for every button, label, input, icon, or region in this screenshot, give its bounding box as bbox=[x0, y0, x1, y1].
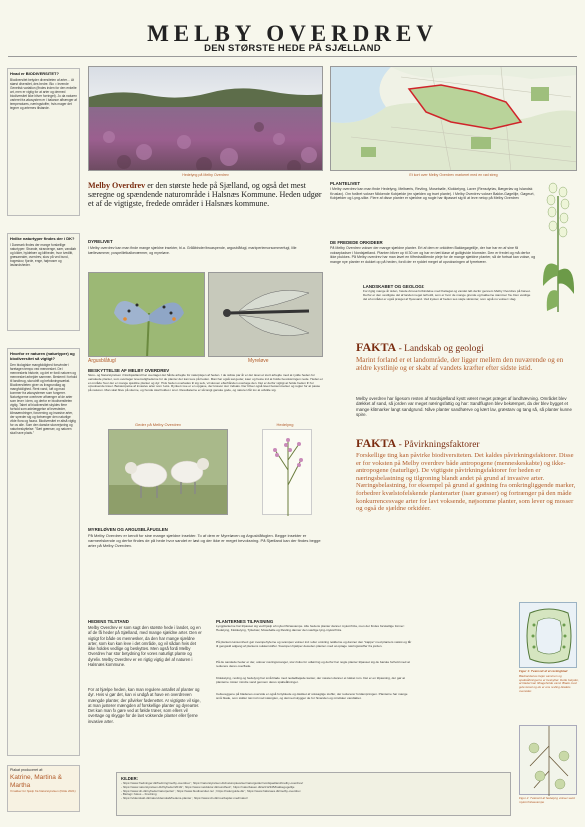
fakta-landskab-subtitle: - Landskab og geologi bbox=[396, 344, 484, 354]
sources-box bbox=[116, 772, 511, 816]
myrelove-text: På Melby Overdrev er kendt for sine mange sjældne insekter. To af dem er Myreløven og Argusblåfuglen. Begge insekter er varmeelskende og derfor findes de på hede hvor sandet er løst og der ikke er meget bevoksning. På Sjælland kan der findes begge arter på Melby Overdrev. bbox=[88, 533, 321, 549]
sidebar-box-text: I Danmark findes der mange forskellige naturtyper: Strande, strandenge, søer, vandløb og kilder, hyldebær og klitheder, hvor tvedlitt, græsarealer, overdrev, skov på ved bund, bogeskov, fjorde, enge, højmoser og lavlandsheder. bbox=[10, 243, 77, 267]
source-line: - https://www.naturstyrelsen.dk/Nyheder/2019/ ; https://www.netdoktor.dk/sundhed/ ; https://naturbasen.dk/art/12345/bakkegogelilje bbox=[121, 784, 295, 789]
sidebar-box-title: Hvilke naturtyper findes der i DK? bbox=[10, 236, 75, 241]
sidebar-box-text: Den biologiske mangfoldighed forsvinder i faretagen tempo ved mennesket. De i menneskets historie, og det er fordi naturen og mennesket arbejder sammen. Bestemt i forhold til landbrug, skovdrift og befolkningsvækst. Biodiversiteten giver os livsgrundlag og mangfoldighed. Rent vand, luft og mad kommer fra økosystemer som fungerer. Naturtyperne overlever afhænger af de arter som lever i dem, og derfor er biodiversiteten vigtig. Tabet af biodiversitet skyldes flere forhold som ødelæggelse af levesteder, klimaændringer, forurening og invasive arter, der spreder sig og fortrænger den naturlige vilde flora og fauna. Biodiversitet er altså vigtig for os alle. Som den danske skovrejsning og naturbeskyttelse: "Sæt grænser, og naturen skal have plads." bbox=[10, 363, 77, 435]
intro-lead-text: er den største hede på Sjælland, og også det mest særegne og spændende naturområde i Halsnæs Kommune. Heden udgør et af de vigtigste, fredede områder i Halsnæs kommune. bbox=[88, 181, 322, 209]
myrelove-title: MYRELØVEN OG ARGUSBLÅFUGLEN bbox=[88, 527, 168, 532]
fakta-landskab-body: Marint forland er et landområde, der ligger mellem den nuværende og en ældre kystlinje og er skabt af vandets kræfter efter sidste istid. bbox=[356, 356, 564, 373]
tilstand-text-2: For at hjælpe heden, kan man regulere antallet af planter og dyr. Hvis vi gør det, kan vi undgå at have en overdreven mængde planter, der påvirker fødenettet. Ar vigtigste vil sige, at man justerer mængden af forskellige planter og dyrearter. Det kan man fx gøre ved at fælde træer, som ellers vil overtage og skygge for de lavt voksende planter eller fjerne invasive arter. bbox=[88, 687, 201, 724]
argus-photo bbox=[88, 272, 205, 357]
tilpasning-text-3: På de sandede heder er der, udover næringsmangel, stor risiko for udtørring og derfor har nogle planter tilpasset sig de barske forhold med at reducere deres overflade. bbox=[216, 660, 410, 668]
source-line: - Biologi i fokus – Fredning bbox=[121, 792, 157, 797]
map-image bbox=[330, 66, 577, 171]
heather-photo bbox=[88, 66, 323, 171]
tilpasning-title: PLANTERNES TILPASNING bbox=[216, 619, 274, 624]
source-line: - https://www.dn.dk/nyheder/naturperler/ ; https://www.biodiversitet.nu/ ; https://naturguide.dk/ ; https://www.halsnaes.dk/melby-overdrev bbox=[121, 788, 301, 793]
sidebar-box-title: Hvorfor er naturen (naturtyper) og biodiversitet så vigtigt? bbox=[10, 351, 75, 361]
figure-1-image bbox=[519, 602, 577, 668]
fakta-landskab-title: FAKTA bbox=[356, 340, 397, 354]
intro-lead bbox=[88, 181, 323, 209]
fakta-paavirkning-title: FAKTA bbox=[356, 436, 397, 450]
fakta-landskab-extra: Melby overdrev har ligesom resten af Nordsjælland kystt været meget præget af landhævning. Området blev dækket af sand, så jorden var meget næringsfattig og har: Sandflugten blev bekæmpet, da der blev bygget et mange klitmarker langt sandgrund. Nåve planter sandhærve og kært lav, græstarv og tang så, så planter kunne spire. bbox=[356, 396, 572, 418]
myrelove-photo bbox=[208, 272, 323, 357]
sidebar-box-title: Hvad er BIODIVERSITET? bbox=[10, 71, 59, 76]
sheep-caption: Geder på Melby Overdrev bbox=[134, 422, 182, 427]
sidebar-box-naturtyper bbox=[7, 233, 80, 331]
tilpasning-text-4: Klokkelyng, revling og hedelyng har små blade med nedadbøjede kanter, der næsten danner et lukket rum. Det er en tilpasning, der gør at planterne mister mindre vand gennem deres spalteåbninger. bbox=[216, 676, 405, 684]
source-line: - https://videnskab.dk/naturvidenskab/hedens-planter ; https://www.dn.dk/vi-arbejder-med/natur/ bbox=[121, 796, 248, 801]
fakta-paavirkning-heading bbox=[356, 434, 578, 452]
intro-lead-bold: Melby Overdrev bbox=[88, 181, 146, 190]
source-line: - https://www.fredninger.dk/fredning/melby-overdrev/ ; https://naturstyrelsen.dk/naturoplevelser/naturguider/nordsjaelland/melby-overdrev/ bbox=[121, 781, 304, 785]
credit-note: Vi takker for hjælp fra Naturstyrelsen (Kilde 2021) bbox=[10, 789, 76, 793]
header-divider bbox=[8, 56, 577, 57]
figure-1-text: Bladrandenes bøjer sammen og spalteåbningerne er beskyttet. Dette betyder, at bladet kan tilbageholde vand. Blade med gule lamel og de er ens revling-bladets oversider. bbox=[519, 674, 579, 693]
sheep-photo bbox=[108, 429, 228, 515]
fakta-paavirkning-subtitle: - Påvirkningsfaktorer bbox=[396, 440, 480, 450]
fakta-paavirkning-body: Forskellige ting kan påvirke biodiversiteten. Det kaldes påvirkningsfaktorer. Disse er for voksten på Melby overdrev både antropogene (menneskeskabte) og ikke-antropogene (naturlige). De vigtigste påvirkningsfaktorer for heden er næringsbelastning og tilgroning blandt andet på grund af invasive arter. Næringsbelastning, for eksempel på grund af gødning fra omkringliggende marker, forbedrer kvælstofelskende planterarter (især græsser) og fortrænger på den måde konkurrencesvage arter for lavt voksende, nøjsomme planter, som lever og mosser og også de sjældne orkidéer. bbox=[356, 452, 576, 513]
tilpasning-text-2: På planters lønsomhed: gør svampehyferne og svampen vokser ind i eller omkring rødderne og danner den "kappe" med planters vækst og får til gengæld adgang af plantens sukkerstoffer. Svampen hjælper desuden planten med at optage næringsstoffer fra jorden. bbox=[216, 640, 412, 648]
hedelyng-illustration bbox=[262, 429, 312, 515]
beskyttelse-title: BESKYTTELSE AF MELBY OVERDREV bbox=[88, 368, 170, 373]
beskyttelse-text: Skov- og Naturstyrelsen i Nordsjælland har overtaget det hårde arbejde for naturplejen af heden. I de sidste par år er der lavet et stort arbejde med at rydde heden for uønskede planter, som overtager levemulighederne for de planter der kan leve på heden. Man har også sat geder, køer og heste ind at holde bevoksningen nede. Heden er et område hvor der er mange sjældne planter og dyr. Hvis heden overlades til sig selv, vil skoven efterhånden overtage den. Det er derfor vigtigt at holde heden fri for opvoksende træer. Bekæmpelse af invasive arter som f.eks. Rynket rose er en opgave, der kræver stor indsats. Der bliver også lavet bestemmelser og regler for at passe på naturen. Man skal blive på stierne, og hunde skal holdes i snor. Resultaterne er så langt ganske gode, og naturen får lov at udvikle sig. bbox=[88, 373, 323, 393]
argus-caption: Argusblåfugl bbox=[88, 358, 116, 364]
tilstand-text-1: Melby Overdrev er som sagt den største hede i landet, og en af de få heder på Sjælland, med mange sjældne arter. Den er vigtigt for både os mennesker, da den har mange sjældne arter, som kun kan leve i det område, og vil sådan hvis det ikke holdes vedlige og beskyttes. Men også fordi Melby Overdrev har stor betydning for vores naturligt plante og dyreliv. Melby Overdrev er en rigtig vigtig del af naturen i Halsnæs kommune. bbox=[88, 625, 202, 668]
planteliv-text: I Melby overdrev kan man finde Hedelyng, Melbæris, Revling, Mosebølle, Klokkelyng, Laver (Rensdyrlav, Bægerlav og Islandsk Kruslav). Om foråret vokser Nikkende Kobjælde (en sjælden og truet plante). I Melby Overdrev vokser Bakke-Gøgelilje, Gøgeurt, Kobjælder og Lyng-silke. Flere af disse planter er sjældne og nogle har tilpasset sig til at leve netop på Melby Overdrev bbox=[330, 187, 535, 200]
fakta-landskab-heading bbox=[356, 338, 578, 356]
tilpasning-text-1: Lyngplanterne har tilpasset sig ved hjælp af mykorrhizasvampe. Alle hedens planter danner mykorrhiza, men der findes forskellige former: Hedelyng, Klokkelyng, Tyttebær, Mosebølle og Revling danner den særlige lyng-mykorrhiza. bbox=[216, 624, 405, 632]
fredede-title: DE FREDEDE ORKIDEER bbox=[330, 240, 383, 245]
orchid-illustration bbox=[537, 176, 579, 312]
map-caption: Et kort over Melby Overdrev markeret med en rød streg bbox=[409, 173, 498, 177]
tilstand-title: HEDENS TILSTAND bbox=[88, 619, 129, 624]
credit-box bbox=[7, 765, 80, 812]
sidebar-box-biodiversitet bbox=[7, 68, 80, 216]
dyreliv-title: DYRELIVET bbox=[88, 239, 113, 244]
page-title: MELBY OVERDREV bbox=[147, 21, 438, 46]
figure-2-caption: Figur 2: Tværsnit af hedelyng vokser samt mykorrhizasvampe bbox=[519, 796, 576, 804]
sidebar-box-text: Biodiversitet betyder diversiteten af arter… At størst diversitet, des bedre. Bio = levende Genetisk variation (findes inden for den enkelte art, men er vigtig for at arter og dermed biodiversitet ikke bliver forringet). Jo da naturen varieret fra økosystem er i balance afhænger af temperatures, næringstoffer, hvis mager det tegner og arternes tilstande. bbox=[10, 78, 77, 110]
figure-1-caption: Figur 1: Tværsnit af et revlingblad bbox=[519, 669, 568, 673]
page-subtitle: DEN STØRSTE HEDE PÅ SJÆLLAND bbox=[204, 43, 381, 54]
fredede-text: På Melby Overdrev vokser der mange sjældne planter. Ert af dem er orkidéen Bakkegøgelilje, der har har en af sine få voksepladser i Nordsjælland. Planten bliver op til 30 cm og har en tæt klase af gulligtvide blomster. Den er fredet og må derfor ikke plukkes. På Melby overdrev har man lavet en tilfredsstillende pleje for de mange sjældne planter, så de fortsat kan vokse, og mange nye planter er dukket op på heden, fordi der er ryddet meget af opvoksningen af fyrretræer. bbox=[330, 246, 536, 264]
planteliv-title: PLANTELIVET bbox=[330, 181, 361, 186]
credit-label: Plakat produceret af: bbox=[10, 768, 44, 772]
landskab-title: LANDSKABET OG GEOLOGI: bbox=[363, 284, 425, 289]
credit-names: Katrine, Martina & Martha bbox=[10, 774, 63, 789]
dyreliv-text: I Melby overdrev kan man finde mange sjældne insekter, bl.a. Grååbinder/bruaspende, argusblåfugl, markperlemorsommerfugl, lille kællevammer, pospeilletkalkeværmer, og myreløve. bbox=[88, 246, 297, 255]
landskab-text: For rigtig mange år siden, havde Arresø forbindelse med Kattegat og vandet løb derfor gennem Melby Overdrev på hævet. Derfor er den vestligste del af landet meget lerholdt, som er hvor de mange grunde og bakkerne stammer fra. Den vestlige del af området er også præget af flyvesand. Ved kysten af heden ses stejle skrænter, som også nu vokser i dag. bbox=[363, 289, 531, 301]
heather-caption: Hedelyng på Melby Overdrev bbox=[182, 173, 229, 177]
sidebar-box-hvorfor bbox=[7, 348, 80, 756]
tilpasning-text-5: Celleveggene på bladenes overside er også fortykkede og dækket af voksagtige stoffer, der reducerer fordampningen. Planterne har mange små blade, som sidder tæt ind mod stænglen, og dermed skygger de for hinanden og mindsker vandtabet. bbox=[216, 692, 408, 700]
myrelove-caption: Myreløve bbox=[248, 358, 269, 364]
hedelyng-caption: Hedelyng bbox=[276, 422, 294, 427]
figure-2-image bbox=[519, 725, 577, 795]
sources-title: KILDER: bbox=[121, 776, 138, 781]
